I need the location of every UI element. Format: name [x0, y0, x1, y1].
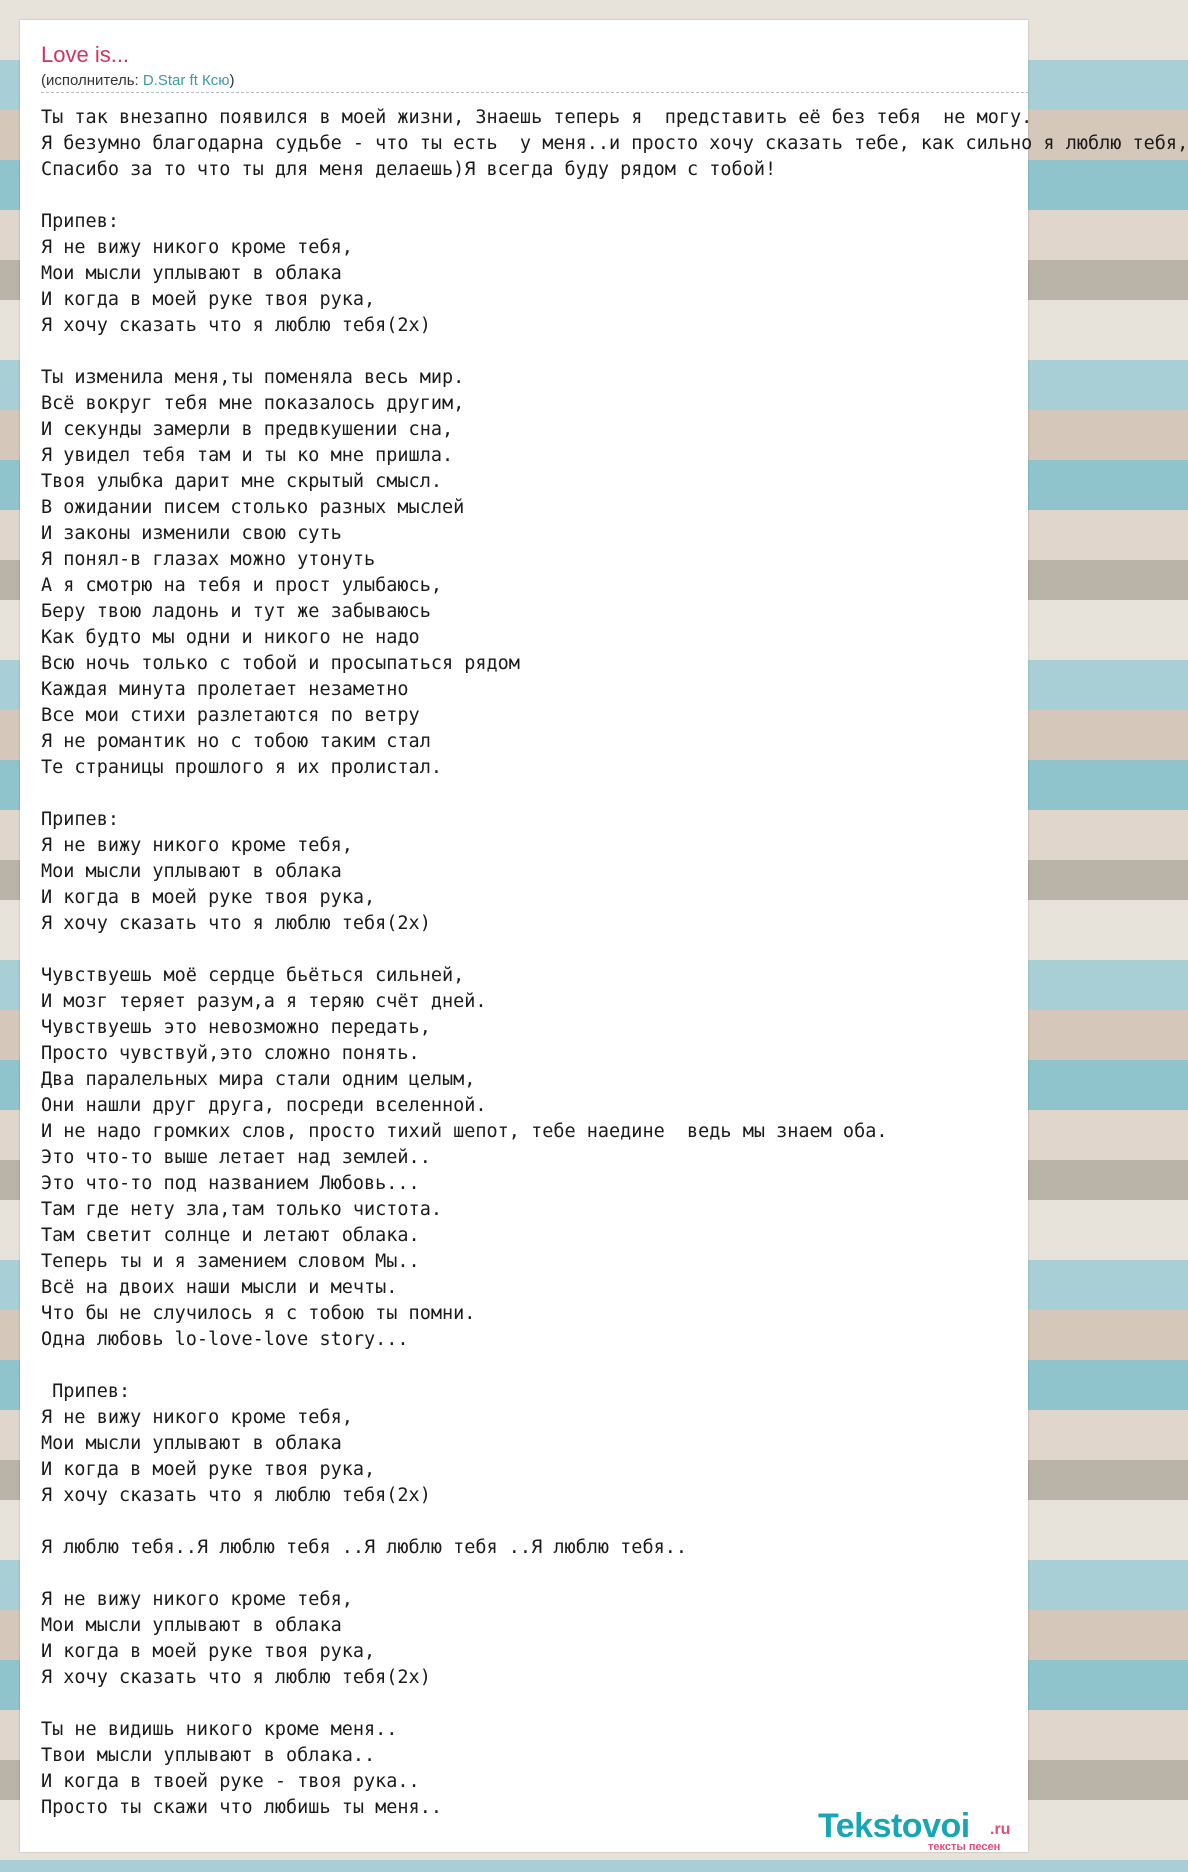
artist-link[interactable]: D.Star ft Ксю	[142, 72, 230, 89]
song-title: Love is...	[41, 42, 130, 67]
artist-suffix: )	[229, 72, 235, 89]
site-logo[interactable]	[818, 1807, 1018, 1853]
lyrics-card	[20, 20, 1188, 1853]
dashed-divider	[41, 92, 1029, 93]
artist-line	[41, 72, 235, 90]
logo-tagline: тексты песен	[928, 1841, 1001, 1853]
logo-tld: .ru	[990, 1821, 1011, 1838]
logo-wordmark: Tekstovoi	[818, 1807, 970, 1845]
lyrics-text: Ты так внезапно появился в моей жизни, Знаешь теперь я представить её без тебя не могу. Я безумно благодарна судьбе - что ты есть у меня..и просто хочу сказать тебе, как сильно я люблю тебя, Спасибо за то что ты для меня делаешь)Я всегда буду рядом с тобой! Припев: Я не вижу никого кроме тебя, Мои мысли уплывают в облака И когда в моей руке твоя рука, Я хочу сказать что я люблю тебя(2x) Ты изменила меня,ты поменяла весь мир. Всё вокруг тебя мне показалось другим, И секунды замерли в предвкушении сна, Я увидел тебя там и ты ко мне пришла. Твоя улыбка дарит мне скрытый смысл. В ожидании писем столько разных мыслей И законы изменили свою суть Я понял-в глазах можно утонуть А я смотрю на тебя и прост улыбаюсь, Беру твою ладонь и тут же забываюсь Как будто мы одни и никого не надо Всю ночь только с тобой и просыпаться рядом Каждая минута пролетает незаметно Все мои стихи разлетаются по ветру Я не романтик но с тобою таким стал Те страницы прошлого я их пролистал. Припев: Я не вижу никого кроме тебя, Мои мысли уплывают в облака И когда в моей руке твоя рука, Я хочу сказать что я люблю тебя(2x) Чувствуешь моё сердце бьёться сильней, И мозг теряет разум,а я теряю счёт дней. Чувствуешь это невозможно передать, Просто чувствуй,это сложно понять. Два паралельных мира стали одним целым, Они нашли друг друга, посреди вселенной. И не надо громких слов, просто тихий шепот, тебе наедине ведь мы знаем оба. Это что-то выше летает над землей.. Это что-то под названием Любовь... Там где нету зла,там только чистота. Там светит солнце и летают облака. Теперь ты и я замением словом Мы.. Всё на двоих наши мысли и мечты. Что бы не случилось я с тобою ты помни. Одна любовь lo-love-love story... Припев: Я не вижу никого кроме тебя, Мои мысли уплывают в облака И когда в моей руке твоя рука, Я хочу сказать что я люблю тебя(2x) Я люблю тебя..Я люблю тебя ..Я люблю тебя ..Я люблю тебя.. Я не вижу никого кроме тебя, Мои мысли уплывают в облака И когда в моей руке твоя рука, Я хочу сказать что я люблю тебя(2x) Ты не видишь никого кроме меня.. Твои мысли уплывают в облака.. И когда в твоей руке - твоя рука.. Просто ты скажи что любишь ты меня..	[41, 107, 1188, 1818]
artist-prefix: (исполнитель:	[41, 72, 143, 89]
